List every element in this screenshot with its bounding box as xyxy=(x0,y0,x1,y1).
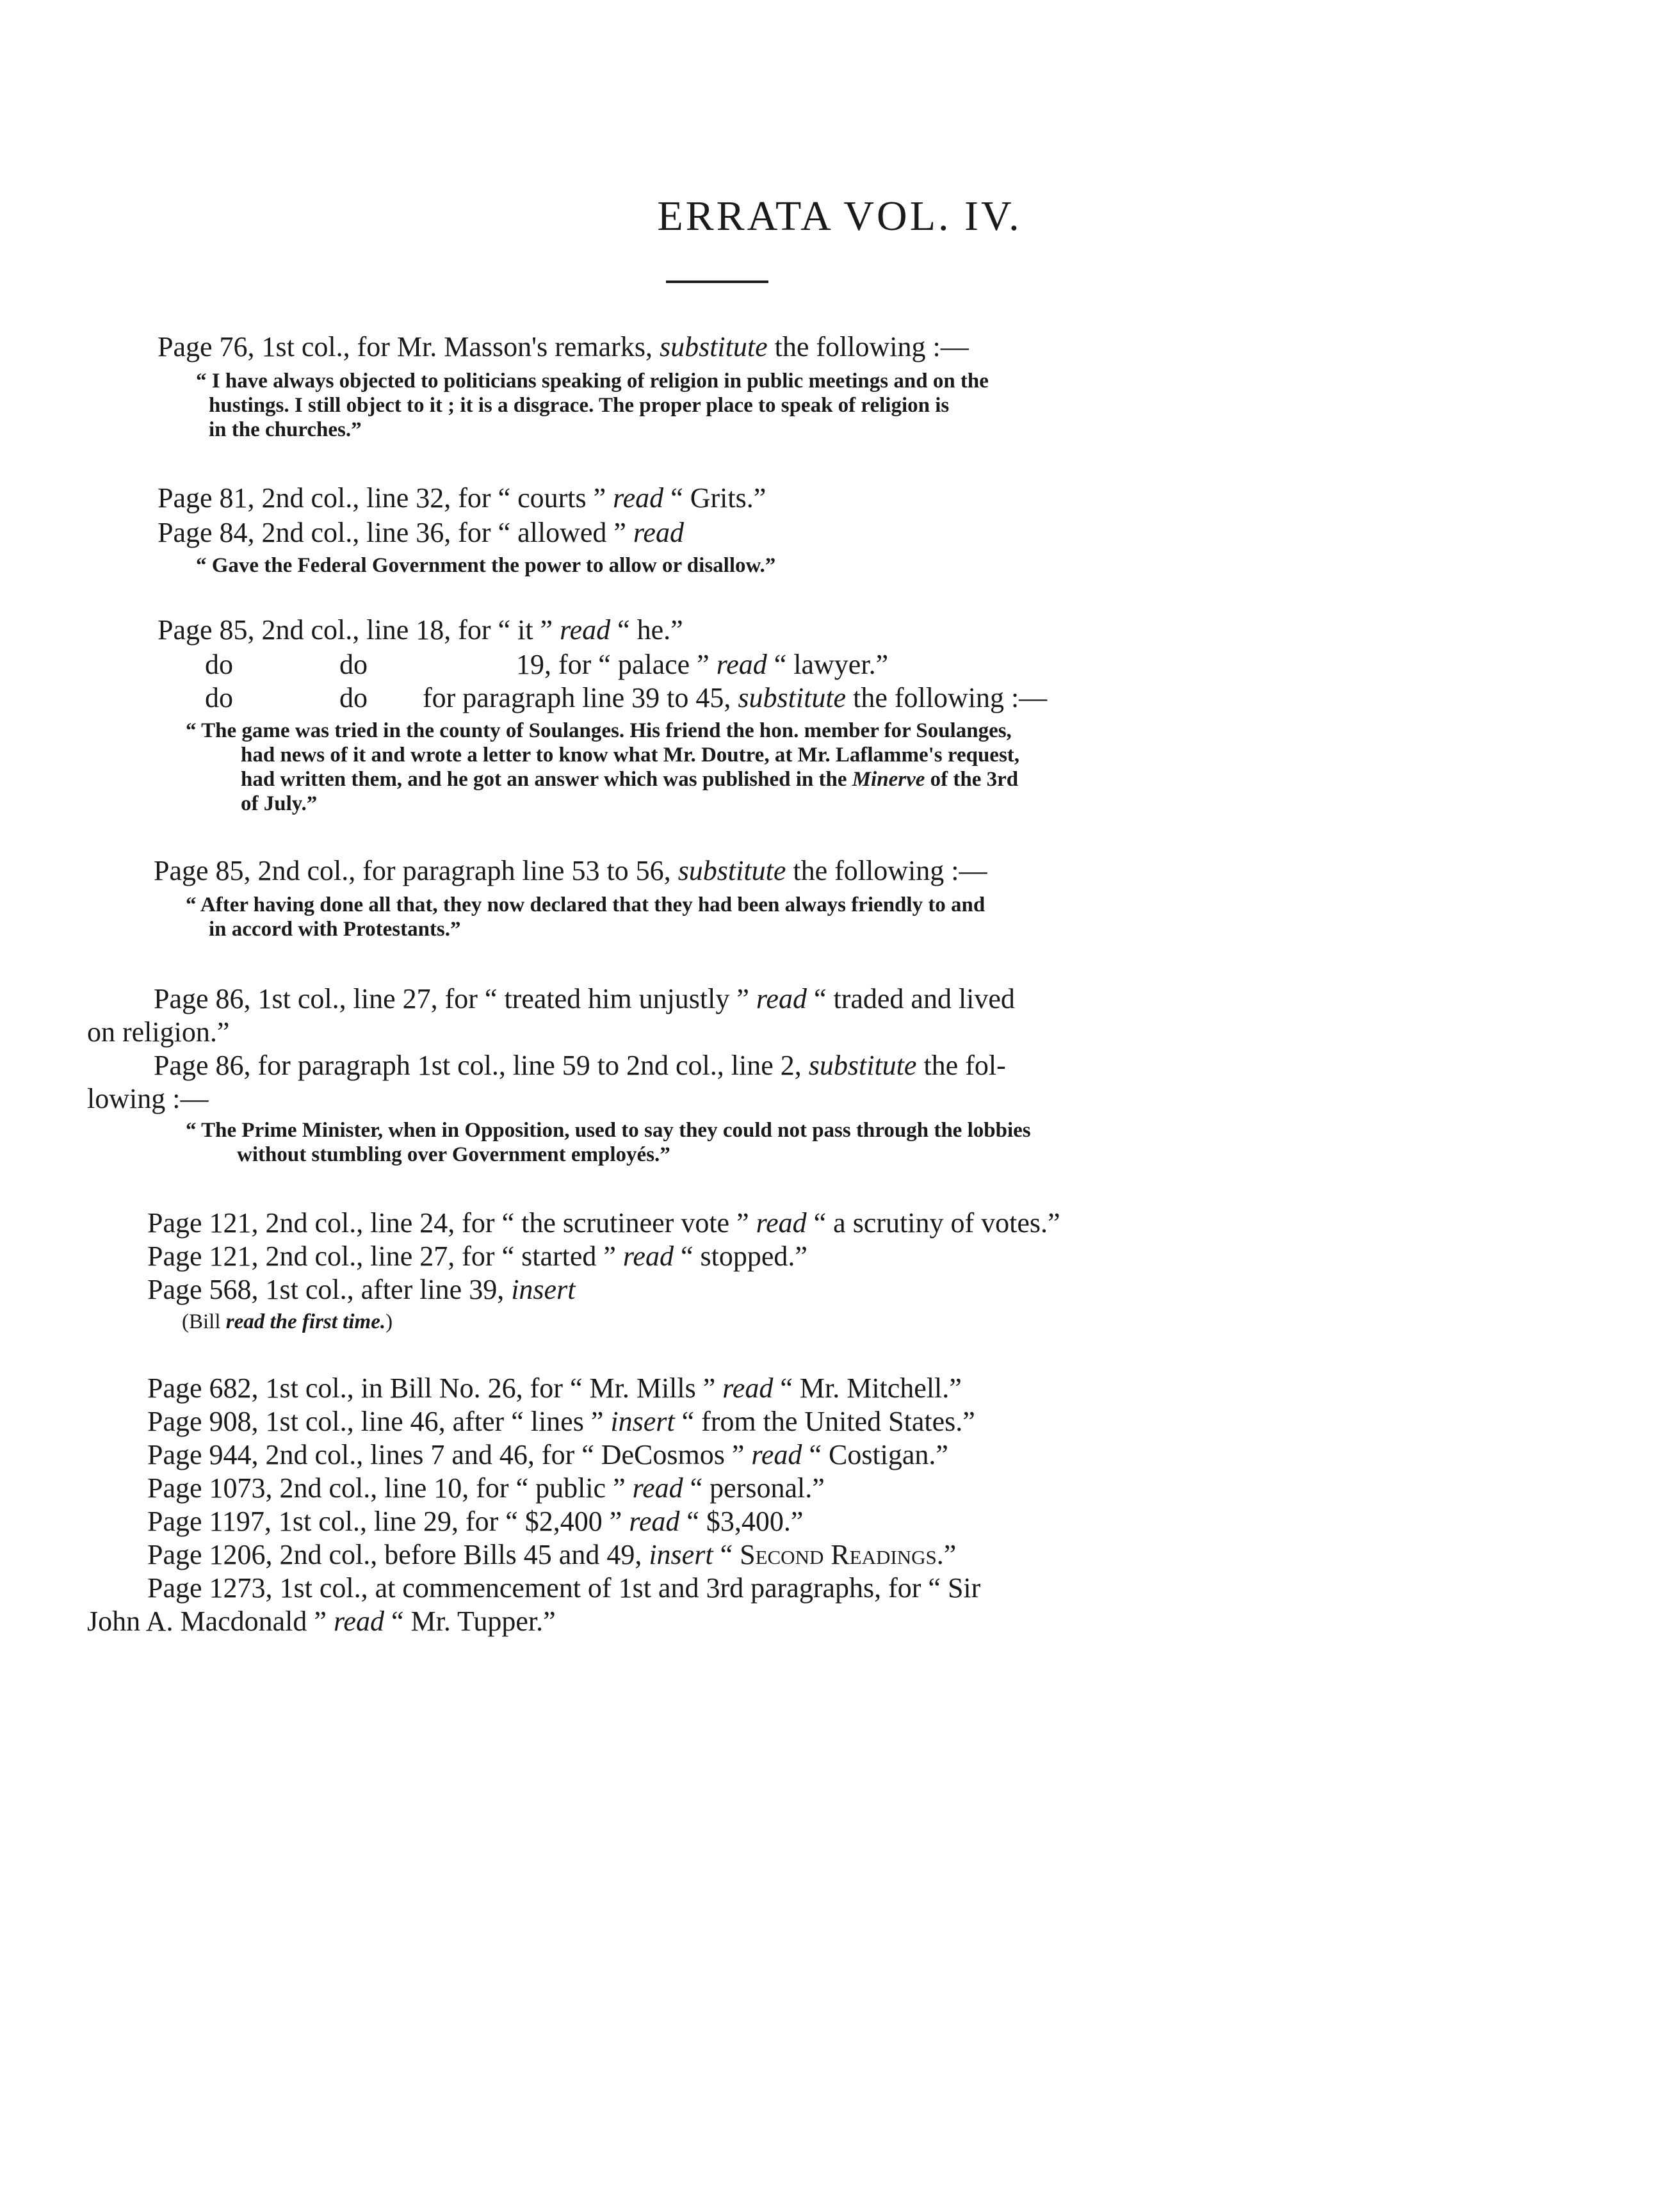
erratum-line: Page 86, for paragraph 1st col., line 59 to 2nd col., line 2, substitute the fol- xyxy=(154,1050,1006,1081)
erratum-line-continued: John A. Macdonald ” read “ Mr. Tupper.” xyxy=(87,1606,556,1637)
erratum-line: Page 1073, 2nd col., line 10, for “ public ” read “ personal.” xyxy=(147,1472,825,1504)
quoted-substitution: had news of it and wrote a letter to know what Mr. Doutre, at Mr. Laflamme's request, xyxy=(241,744,1020,767)
ditto-mark: do xyxy=(205,649,233,680)
erratum-line: Page 84, 2nd col., line 36, for “ allowed ” read xyxy=(158,517,684,548)
page-title: ERRATA VOL. IV. xyxy=(657,193,1022,240)
erratum-line: Page 85, 2nd col., for paragraph line 53 to 56, substitute the following :— xyxy=(154,855,987,886)
erratum-line: Page 81, 2nd col., line 32, for “ courts ” read “ Grits.” xyxy=(158,482,766,514)
erratum-line: Page 121, 2nd col., line 24, for “ the scrutineer vote ” read “ a scrutiny of votes.” xyxy=(147,1207,1060,1239)
erratum-line: Page 1197, 1st col., line 29, for “ $2,400 ” read “ $3,400.” xyxy=(147,1506,804,1537)
quoted-substitution: “ I have always objected to politicians speaking of religion in public meetings and on the xyxy=(196,370,989,393)
erratum-line: Page 1206, 2nd col., before Bills 45 and 49, insert “ Second Readings.” xyxy=(147,1539,957,1570)
inserted-note: (Bill read the first time.) xyxy=(182,1310,393,1333)
erratum-line-continued: lowing :— xyxy=(87,1083,209,1114)
quoted-substitution: without stumbling over Government employés.” xyxy=(237,1143,670,1166)
erratum-line: Page 908, 1st col., line 46, after “ lines ” insert “ from the United States.” xyxy=(147,1406,975,1437)
erratum-line: Page 568, 1st col., after line 39, insert xyxy=(147,1274,576,1305)
quoted-substitution: “ The game was tried in the county of Soulanges. His friend the hon. member for Soulanges, xyxy=(186,719,1012,742)
ditto-mark: do xyxy=(205,682,233,713)
erratum-line: Page 1273, 1st col., at commencement of 1st and 3rd paragraphs, for “ Sir xyxy=(147,1572,981,1604)
erratum-line: Page 682, 1st col., in Bill No. 26, for “ Mr. Mills ” read “ Mr. Mitchell.” xyxy=(147,1372,962,1404)
erratum-line-continued: on religion.” xyxy=(87,1016,230,1048)
erratum-line: for paragraph line 39 to 45, substitute the following :— xyxy=(423,682,1048,713)
erratum-line: 19, for “ palace ” read “ lawyer.” xyxy=(516,649,889,680)
quoted-substitution: had written them, and he got an answer which was published in the Minerve of the 3rd xyxy=(241,768,1019,791)
erratum-line: Page 85, 2nd col., line 18, for “ it ” read “ he.” xyxy=(158,614,683,646)
ditto-mark: do xyxy=(339,649,368,680)
erratum-line: Page 76, 1st col., for Mr. Masson's remarks, substitute the following :— xyxy=(158,331,969,362)
quoted-substitution: hustings. I still object to it ; it is a disgrace. The proper place to speak of religion is xyxy=(209,394,950,417)
ditto-mark: do xyxy=(339,682,368,713)
quoted-substitution: “ Gave the Federal Government the power to allow or disallow.” xyxy=(196,554,776,577)
erratum-line: Page 944, 2nd col., lines 7 and 46, for “ DeCosmos ” read “ Costigan.” xyxy=(147,1439,948,1470)
title-rule xyxy=(666,281,768,283)
quoted-substitution: in the churches.” xyxy=(209,418,362,441)
quoted-substitution: of July.” xyxy=(241,792,318,815)
quoted-substitution: “ After having done all that, they now declared that they had been always friendly to and xyxy=(186,893,986,916)
erratum-line: Page 86, 1st col., line 27, for “ treated him unjustly ” read “ traded and lived xyxy=(154,983,1015,1014)
erratum-line: Page 121, 2nd col., line 27, for “ started ” read “ stopped.” xyxy=(147,1240,807,1272)
quoted-substitution: in accord with Protestants.” xyxy=(209,918,461,941)
quoted-substitution: “ The Prime Minister, when in Opposition, used to say they could not pass through the lobbies xyxy=(186,1119,1031,1142)
